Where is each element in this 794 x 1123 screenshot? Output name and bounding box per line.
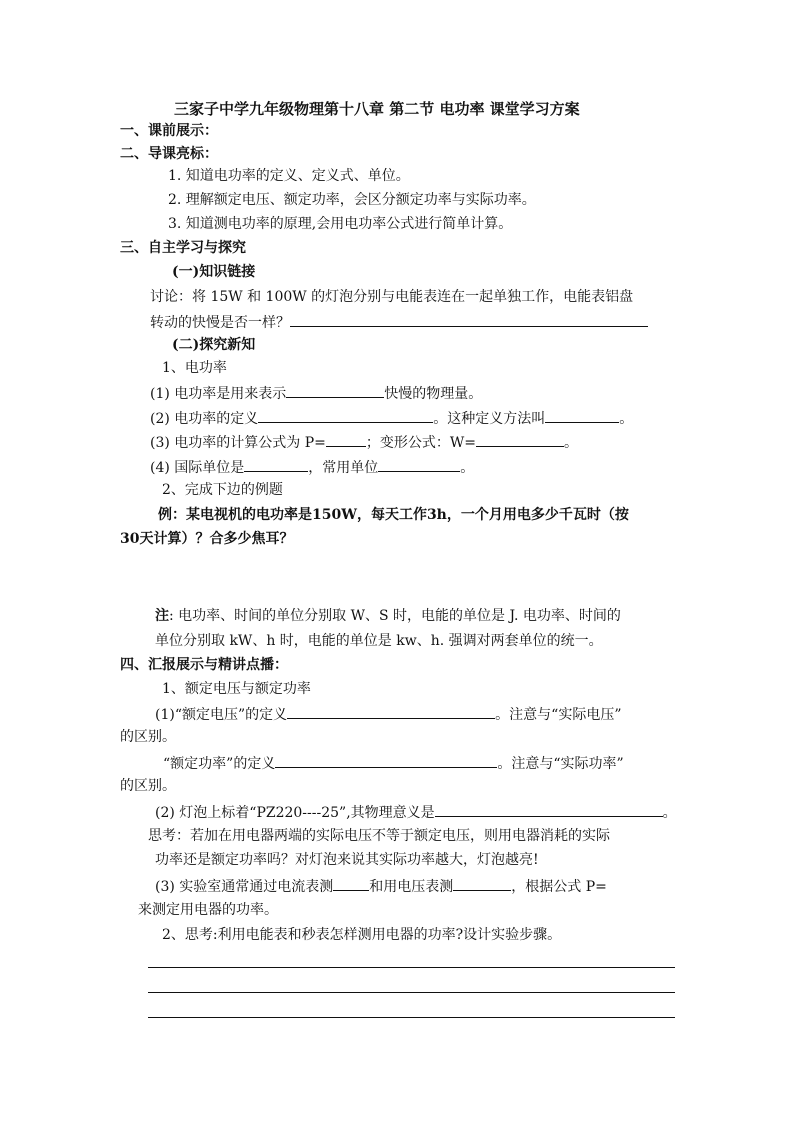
note-label: 注 (155, 608, 169, 624)
discussion-line-1: 讨论：将 15W 和 100W 的灯泡分别与电能表连在一起单独工作，电能表铝盘 (150, 289, 634, 305)
question-text: 。 (564, 435, 579, 451)
question-2 (150, 407, 633, 429)
question-text: ，根据公式 P= (511, 879, 607, 895)
note-text: : 电功率、时间的单位分别取 W、S 时，电能的单位是 J. 电功率、时间的 (169, 608, 621, 624)
discussion-line-2 (150, 311, 648, 333)
example-line-2: 30天计算）？合多少焦耳？ (120, 531, 294, 547)
section-1-heading: 一、课前展示： (120, 123, 218, 139)
answer-blank[interactable] (244, 456, 308, 472)
answer-blank[interactable] (290, 311, 648, 327)
topic-power: 1、电功率 (162, 360, 227, 376)
measurement-question (155, 875, 607, 897)
question-text: 。注意与“实际功率” (497, 756, 624, 772)
question-text: 。 (662, 805, 677, 821)
question-4 (150, 456, 474, 478)
rated-power-line (163, 752, 624, 774)
answer-line[interactable] (148, 992, 675, 993)
question-3 (150, 431, 578, 453)
question-text: 。这种定义方法叫 (433, 411, 546, 427)
measurement-question-2: 来测定用电器的功率。 (138, 902, 278, 918)
question-text: (2) 电功率的定义 (150, 411, 259, 427)
answer-blank[interactable] (453, 875, 511, 891)
section-3-heading: 三、自主学习与探究 (120, 240, 246, 256)
subsection-explore: (二)探究新知 (172, 337, 256, 353)
answer-blank[interactable] (435, 801, 663, 817)
answer-blank[interactable] (326, 431, 366, 447)
design-experiment-prompt: 2、思考:利用电能表和秒表怎样测用电器的功率?设计实验步骤。 (162, 927, 562, 943)
question-text: 快慢的物理量。 (384, 386, 483, 402)
question-1 (150, 382, 482, 404)
question-text: ，常用单位 (308, 460, 379, 476)
rated-power-line-2: 的区别。 (120, 778, 176, 794)
topic-example: 2、完成下边的例题 (162, 482, 283, 498)
section-4-heading: 四、汇报展示与精讲点播： (120, 657, 288, 673)
example-line-1: 例：某电视机的电功率是150W，每天工作3h，一个月用电多少千瓦时（按 (158, 507, 629, 523)
rated-voltage-line (155, 703, 621, 725)
note-line-2: 单位分别取 kW、h 时，电能的单位是 kw、h. 强调对两套单位的统一。 (155, 633, 603, 649)
question-text: 和用电压表测 (369, 879, 454, 895)
question-text: 。 (460, 460, 475, 476)
subsection-knowledge-link: (一)知识链接 (172, 264, 256, 280)
question-text: 。注意与“实际电压” (495, 707, 622, 723)
think-line-2: 功率还是额定功率吗？对灯泡来说其实际功率越大，灯泡越亮! (155, 852, 539, 868)
answer-blank[interactable] (275, 752, 497, 768)
discussion-text: 转动的快慢是否一样？ (150, 315, 290, 331)
answer-blank[interactable] (476, 431, 564, 447)
question-text: “额定功率”的定义 (163, 756, 276, 772)
goal-item: 1. 知道电功率的定义、定义式、单位。 (168, 168, 410, 184)
page-title: 三家子中学九年级物理第十八章 第二节 电功率 课堂学习方案 (174, 100, 580, 118)
answer-blank[interactable] (378, 456, 460, 472)
topic-rated: 1、额定电压与额定功率 (162, 681, 311, 697)
question-text: (2) 灯泡上标着“PZ220----25”,其物理意义是 (155, 805, 435, 821)
rated-voltage-line-2: 的区别。 (120, 729, 176, 745)
answer-blank[interactable] (333, 875, 369, 891)
bulb-label-question (155, 801, 677, 823)
question-text: ；变形公式：W= (365, 435, 477, 451)
answer-blank[interactable] (286, 382, 384, 398)
note-line-1 (155, 606, 621, 626)
section-2-heading: 二、导课亮标： (120, 146, 218, 162)
answer-blank[interactable] (258, 407, 433, 423)
goal-item: 2. 理解额定电压、额定功率，会区分额定功率与实际功率。 (168, 192, 536, 208)
answer-line[interactable] (148, 1017, 675, 1018)
question-text: (3) 实验室通常通过电流表测 (155, 879, 334, 895)
question-text: 。 (619, 411, 634, 427)
answer-blank[interactable] (287, 703, 495, 719)
goal-item: 3. 知道测电功率的原理,会用电功率公式进行简单计算。 (168, 216, 513, 232)
question-text: (1)“额定电压”的定义 (155, 707, 288, 723)
answer-line[interactable] (148, 967, 675, 968)
question-text: (4) 国际单位是 (150, 460, 245, 476)
question-text: (1) 电功率是用来表示 (150, 386, 287, 402)
think-line-1: 思考：若加在用电器两端的实际电压不等于额定电压，则用电器消耗的实际 (148, 828, 610, 844)
answer-blank[interactable] (545, 407, 619, 423)
question-text: (3) 电功率的计算公式为 P= (150, 435, 326, 451)
